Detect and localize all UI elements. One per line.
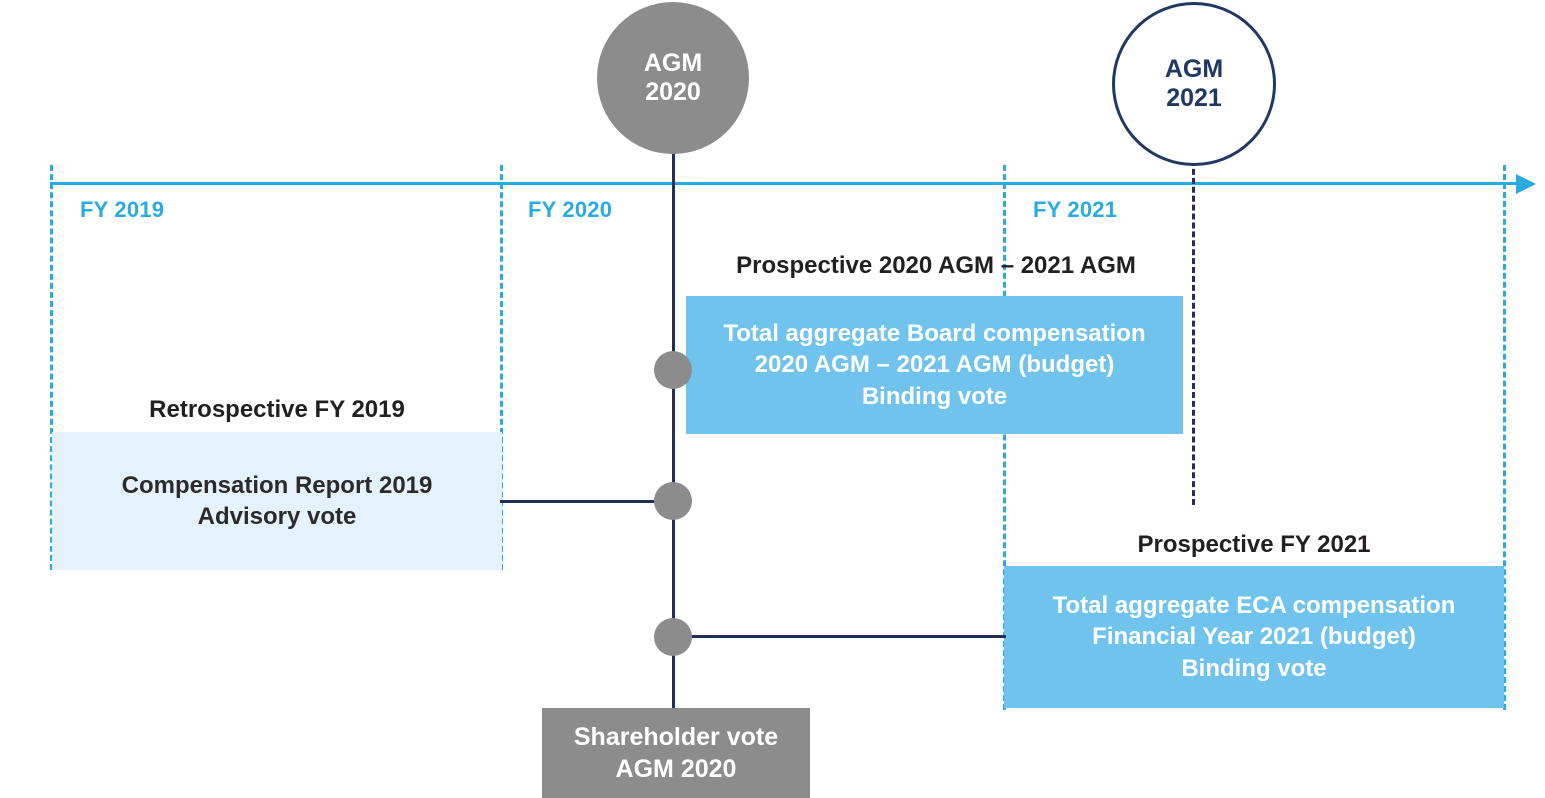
agm-2021-vertical-line — [1192, 160, 1195, 505]
retrospective-2019-title: Retrospective FY 2019 — [149, 396, 405, 423]
fy-label-2020: FY 2020 — [528, 197, 613, 222]
shareholder-vote-line1: Shareholder vote — [573, 722, 779, 751]
fy-label-2019: FY 2019 — [80, 197, 165, 222]
node-dot-retrospective-2019 — [654, 482, 692, 520]
agm-2021-label-line2: 2021 — [1166, 84, 1222, 112]
timeline-arrow-icon — [1516, 174, 1536, 194]
agm-2020-marker — [597, 2, 749, 154]
node-dot-prospective-agm — [654, 351, 692, 389]
prospective-agm-line2: 2020 AGM – 2021 AGM (budget) — [754, 351, 1115, 379]
agm-2020-label-line1: AGM — [643, 48, 703, 77]
fy-label-2021: FY 2021 — [1033, 197, 1118, 222]
prospective-2021-line1: Total aggregate ECA compensation — [1052, 592, 1456, 620]
timeline-axis — [50, 182, 1522, 185]
agm-2021-label-line1: AGM — [1164, 54, 1224, 83]
prospective-2021-box — [1004, 566, 1504, 708]
agm-2020-label-line2: 2020 — [645, 78, 701, 106]
prospective-2021-title: Prospective FY 2021 — [1137, 531, 1371, 558]
prospective-agm-line3: Binding vote — [861, 382, 1008, 410]
prospective-agm-line1: Total aggregate Board compensation — [723, 320, 1146, 348]
agm-2021-marker — [1112, 2, 1276, 166]
prospective-2021-line2: Financial Year 2021 (budget) — [1092, 623, 1416, 651]
prospective-agm-box — [686, 296, 1183, 434]
retrospective-2019-line2: Advisory vote — [197, 503, 357, 530]
retrospective-2019-line1: Compensation Report 2019 — [121, 471, 433, 499]
shareholder-vote-line2: AGM 2020 — [615, 755, 737, 783]
node-dot-prospective-2021 — [654, 618, 692, 656]
agm-2020-vertical-line — [672, 150, 675, 790]
prospective-agm-title: Prospective 2020 AGM – 2021 AGM — [736, 252, 1136, 279]
shareholder-vote-box — [542, 708, 810, 798]
connector-retrospective-2019 — [500, 500, 674, 503]
retrospective-2019-box — [52, 432, 502, 570]
prospective-2021-line3: Binding vote — [1181, 654, 1327, 682]
connector-prospective-2021 — [672, 635, 1006, 638]
